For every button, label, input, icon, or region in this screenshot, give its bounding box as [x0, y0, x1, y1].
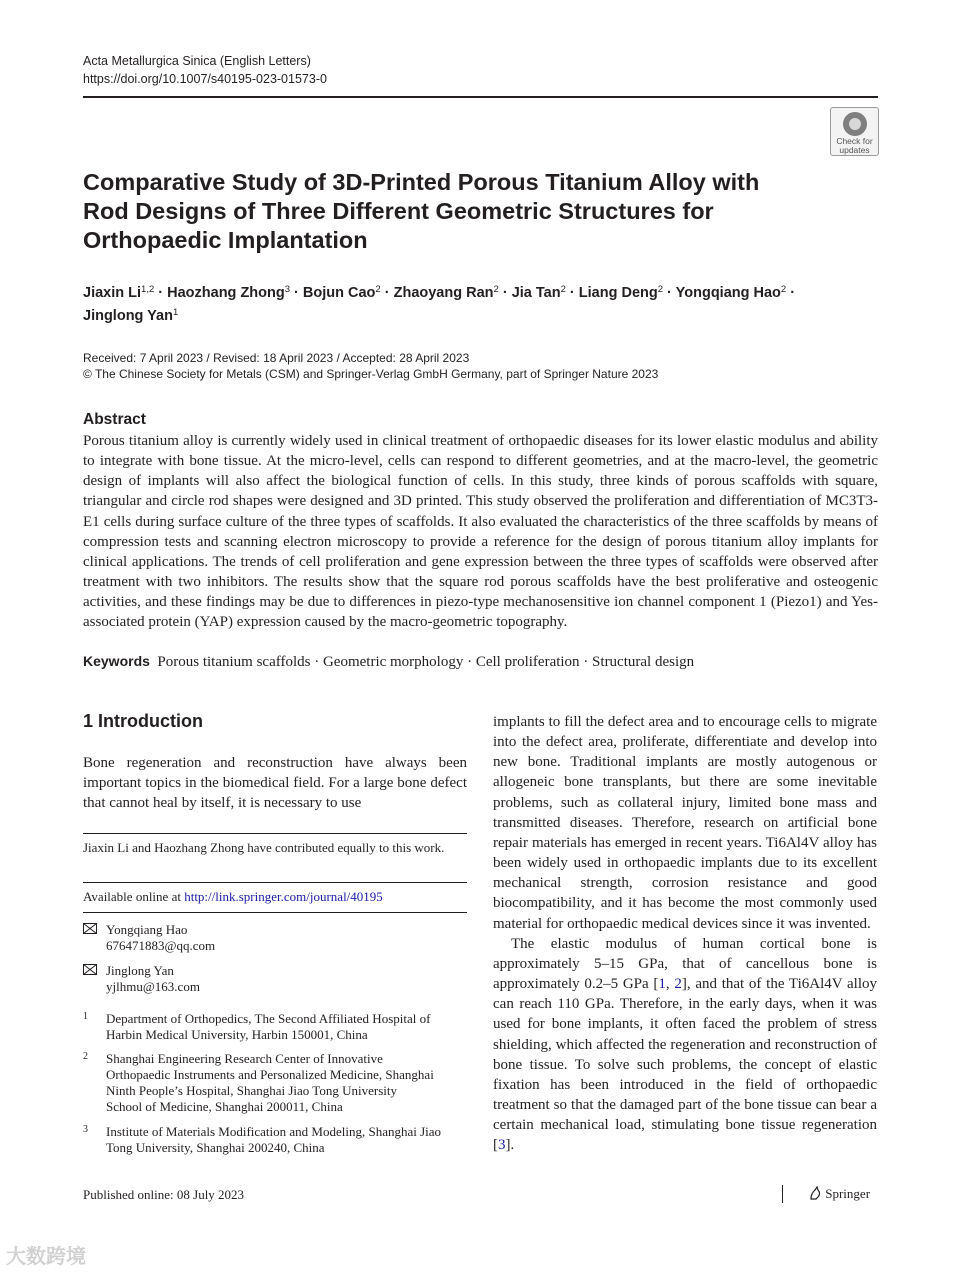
author[interactable]: Bojun Cao$^2$ [302, 284, 381, 301]
springer-horse-icon [808, 1186, 822, 1200]
author[interactable]: Jia Tan$^2$ [511, 284, 566, 301]
corresponding-email[interactable]: 676471883@qq.com [106, 938, 216, 953]
paper-title: Comparative Study of 3D-Printed Porous Titanium Alloy with Rod Designs of Three Different Geometric Structures for Orthopaedic Implantation [83, 169, 760, 253]
abstract-text: Porous titanium alloy is currently widely used in clinical treatment of orthopaedic diseases for its lower elastic modulus and ability to integrate with bone tissue. At the micro-level, cells can respond to different geometries, and at the macro-level, the geometric design of implants will also affect the biological function of cells. In this study, three kinds of porous scaffolds with square, triangular and circle rod shapes were designed and 3D printed. This study observed the proliferation and differentiation of MC3T3-E1 cells during surface culture of the three types of scaffolds. It also evaluated the characteristics of the three scaffolds by means of compression tests and scanning electron microscopy to provide a reference for the design of porous titanium alloy implants for clinical applications. The trends of cell proliferation and gene expression between the three types of scaffolds were observed after treatment with two inhibitors. The results show that the square rod porous scaffolds have the best proliferative and osteogenic activities, and these findings may be due to differences in piezo-type mechanosensitive ion channel component 1 (Piezo1) and Yes-associated protein (YAP) expression caused by the macro-geometric topography. [83, 433, 878, 631]
keywords-text: Porous titanium scaffolds · Geometric morphology · Cell proliferation · Structural design [157, 654, 695, 670]
affiliation-number: 3 [83, 1124, 88, 1135]
intro-left-text: Bone regeneration and reconstruction have always been important topics in the biomedical field. For a large bone defect that cannot heal by itself, it is necessary to use [83, 755, 467, 812]
paragraph: implants to fill the defect area and to encourage cells to migrate into the defect area, proliferate, differentiate and develop into new bone. Traditional implants are mostly autogenous or allogeneic bone transplants, but there are some inevitable problems, such as collateral injury, limited bone mass and transmitted diseases. Therefore, research on artificial bone repair materials has emerged in recent years. Ti6Al4V alloy has been widely used in orthopaedic implants due to its excellent mechanical strength, corrosion resistance and good biocompatibility, and it has become the most commonly used material for orthopaedic medical devices since it was invented. [493, 714, 877, 932]
corresponding-author [106, 922, 215, 954]
update-icon [843, 112, 867, 136]
corresponding-author [106, 963, 200, 995]
author[interactable]: Jinglong Yan$^1$ [83, 307, 179, 324]
affiliation-number: 2 [83, 1051, 88, 1062]
mail-icon [83, 963, 97, 975]
equal-contribution-note: Jiaxin Li and Haozhang Zhong have contributed equally to this work. [83, 840, 445, 855]
affiliation-text: Shanghai Engineering Research Center of Innovative Orthopaedic Instruments and Personalized Medicine, Shanghai Ninth People’s Hospital, Shanghai Jiao Tong University School of Medicine, Shanghai 200011, China [106, 1051, 434, 1114]
intro-right-column [493, 712, 877, 1155]
available-online: Available online at http://link.springer.com/journal/40195 [83, 889, 383, 904]
publisher-name: Springer [825, 1186, 871, 1201]
journal-name: Acta Metallurgica Sinica (English Letters) [83, 54, 311, 68]
section-heading: 1 Introduction [83, 711, 203, 731]
published-online: Published online: 08 July 2023 [83, 1187, 245, 1202]
author-list: Jiaxin Li$^{1,2}$ · Haozhang Zhong$^3$ · Bojun Cao$^2$ · Zhaoyang Ran$^2$ · Jia Tan$^2$ · Liang Deng$^2$ · Yongqiang Hao$^2$ · Jinglong Yan$^1$ [83, 284, 796, 324]
watermark: 大数跨境 [6, 1246, 86, 1268]
author[interactable]: Jiaxin Li$^{1,2}$ [83, 284, 155, 301]
footnote-rule [83, 833, 467, 834]
journal-link[interactable]: http://link.springer.com/journal/40195 [184, 889, 383, 904]
keywords-label: Keywords [83, 653, 150, 669]
article-history [83, 350, 658, 382]
author[interactable]: Yongqiang Hao$^2$ [675, 284, 787, 301]
copyright: © The Chinese Society for Metals (CSM) and Springer-Verlag GmbH Germany, part of Springer Nature 2023 [83, 367, 659, 381]
corresponding-name: Jinglong Yan [106, 963, 174, 978]
header-rule [83, 96, 878, 98]
footer-divider [782, 1185, 783, 1203]
keywords [83, 653, 694, 671]
corresponding-name: Yongqiang Hao [106, 922, 188, 937]
check-for-updates-badge[interactable] [830, 107, 879, 156]
doi-link[interactable]: https://doi.org/10.1007/s40195-023-01573-0 [83, 72, 327, 86]
citation-link[interactable]: 3 [498, 1137, 506, 1154]
dates: Received: 7 April 2023 / Revised: 18 April 2023 / Accepted: 28 April 2023 [83, 351, 470, 365]
affiliation-text: Institute of Materials Modification and Modeling, Shanghai Jiao Tong University, Shanghai 200240, China [106, 1124, 442, 1155]
citation-link[interactable]: 1 [658, 976, 666, 993]
affiliation-number: 1 [83, 1011, 88, 1022]
corresponding-email[interactable]: yjlhmu@163.com [106, 979, 200, 994]
abstract-heading: Abstract [83, 411, 146, 428]
author[interactable]: Zhaoyang Ran$^2$ [393, 284, 499, 301]
citation-link[interactable]: 2 [674, 976, 682, 993]
footnote-rule [83, 882, 467, 883]
mail-icon [83, 922, 97, 934]
badge-line2: updates [839, 144, 870, 155]
springer-logo [808, 1186, 870, 1202]
paragraph: The elastic modulus of human cortical bone is approximately 5–15 GPa, that of cancellous bone is approximately 0.2–5 GPa [1, 2], and that of the Ti6Al4V alloy can reach 110 GPa. Therefore, in the early days, when it was used for bone implants, it often faced the problem of stress shielding, which affected the regeneration and reconstruction of bone tissue. To solve such problems, the concept of elastic fixation has been introduced in the field of orthopaedic treatment so that the damaged part of the bone tissue can bear a certain mechanical load, stimulating bone tissue regeneration [3]. [493, 935, 878, 1154]
affiliation-text: Department of Orthopedics, The Second Affiliated Hospital of Harbin Medical University, Harbin 150001, China [106, 1011, 431, 1042]
author[interactable]: Liang Deng$^2$ [578, 284, 664, 301]
footnote-rule [83, 912, 467, 913]
author[interactable]: Haozhang Zhong$^3$ [167, 284, 291, 301]
badge-line1: Check for [836, 136, 873, 146]
journal-header [83, 52, 327, 88]
